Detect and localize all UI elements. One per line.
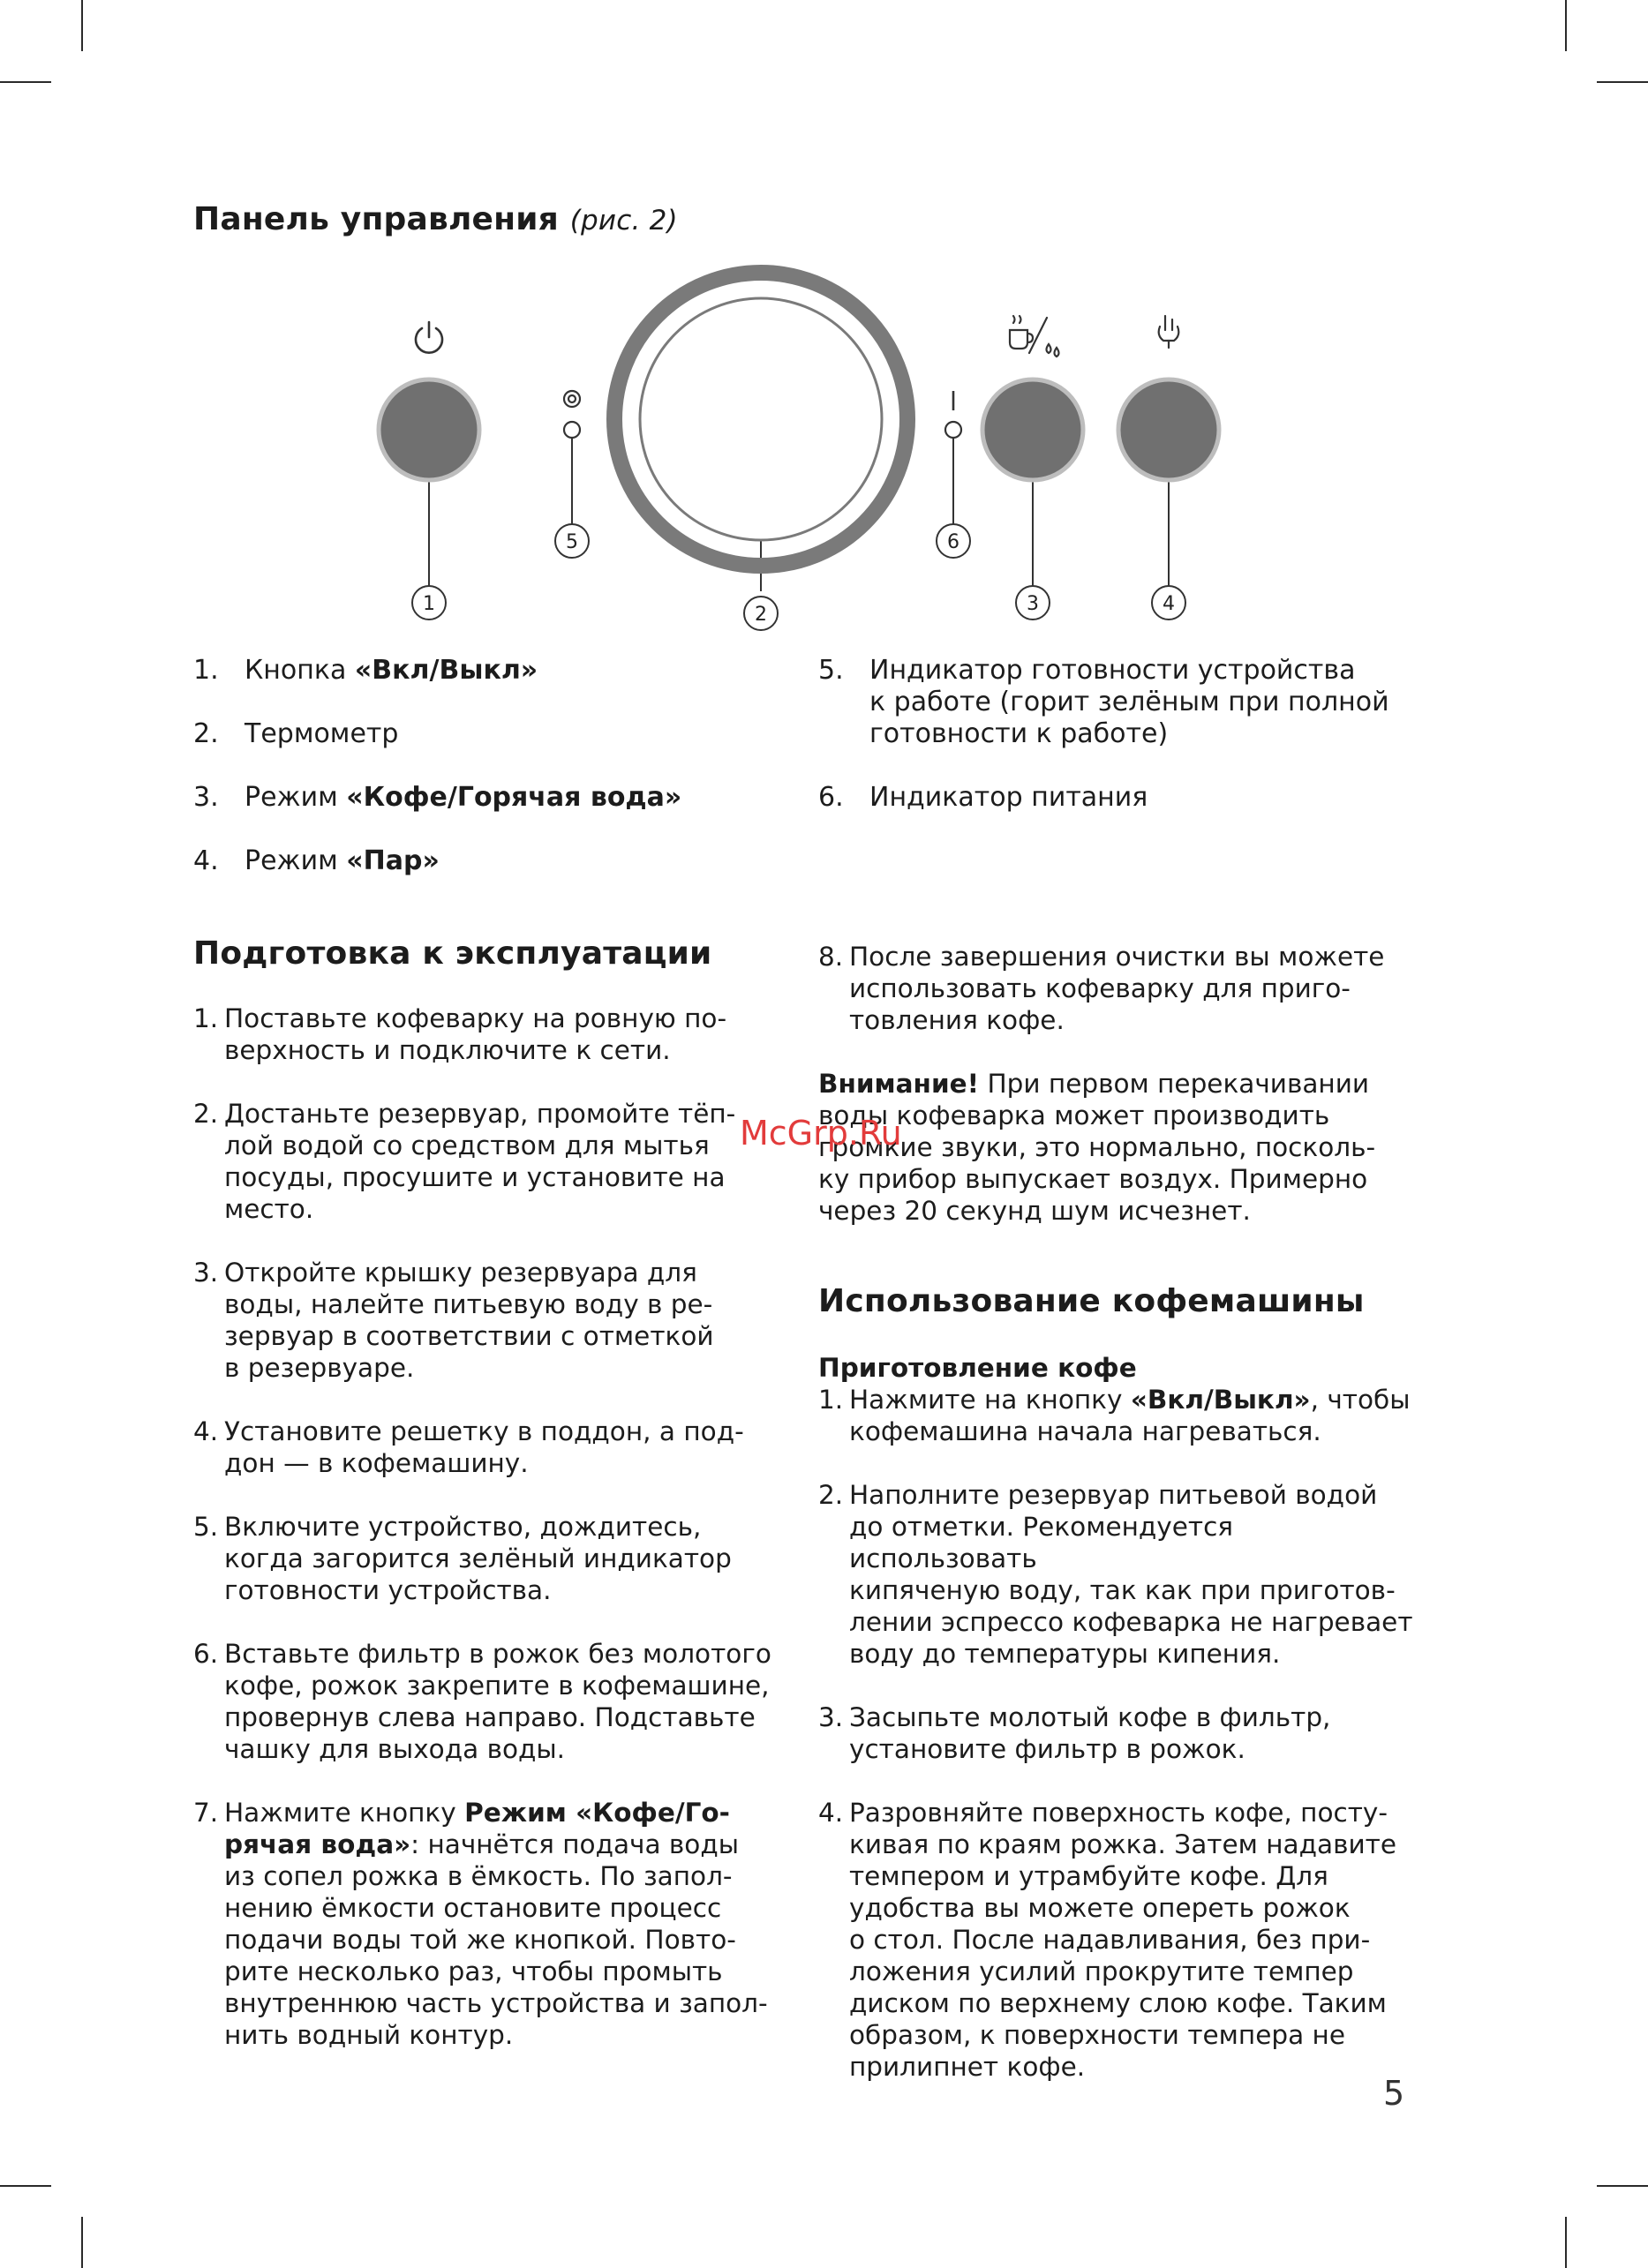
diagram-legend — [193, 655, 1429, 884]
right-column-usage — [818, 1352, 1427, 2083]
crop-mark — [81, 0, 83, 51]
legend-text: Термометр — [245, 718, 399, 749]
ready-indicator-icon — [564, 391, 580, 407]
list-item: 4. Установите решетку в поддон, а под- дон — в кофемашину. — [193, 1416, 744, 1478]
warning-label: Внимание! — [818, 1069, 980, 1099]
list-item: 7. Нажмите кнопку Режим «Кофе/Го- рячая вода»: начнётся подача воды из сопел рожка в ёмкость. По запол- нению ёмкости остановите процесс подачи воды той же кнопкой. Повто- рите несколько раз, чтобы промыть внутреннюю часть устройства и запол- нить водный контур. — [193, 1798, 768, 2050]
crop-mark — [1565, 0, 1567, 51]
list-item: 8. После завершения очистки вы можете использовать кофеварку для приго- товления кофе. — [818, 942, 1385, 1035]
crop-mark — [1597, 81, 1648, 83]
list-item: 1. Поставьте кофеварку на ровную по- верхность и подключите к сети. — [193, 1003, 727, 1065]
list-item: 2. Наполните резервуар питьевой водой до отметки. Рекомендуется использовать кипяченую воду, так как при приготов- лении эспрессо кофеварка не нагревает воду до температуры кипения. — [818, 1480, 1413, 1669]
legend-text: Индикатор готовности устройства к работе (горит зелёным при полной готовности к работе) — [869, 655, 1389, 749]
power-button — [379, 379, 479, 480]
legend-item — [818, 782, 1148, 814]
power-icon — [416, 322, 442, 353]
legend-text: Кнопка «Вкл/Выкл» — [245, 655, 538, 686]
steam-button — [1118, 379, 1219, 480]
crop-mark — [81, 2217, 83, 2268]
legend-item — [818, 655, 1389, 750]
page-number: 5 — [1383, 2074, 1405, 2113]
section-title-preparation: Подготовка к эксплуатации — [193, 935, 712, 972]
preparation-list — [193, 1003, 794, 2051]
list-item: 6. Вставьте фильтр в рожок без молотого кофе, рожок закрепите в кофемашине, провернув слева направо. Подставьте чашку для выхода воды. — [193, 1639, 771, 1764]
right-column-top — [818, 941, 1427, 1227]
callout-2: 2 — [755, 604, 767, 626]
section-title-control-panel — [193, 201, 678, 237]
crop-mark — [0, 2185, 51, 2187]
list-item: 4. Разровняйте поверхность кофе, посту- кивая по краям рожка. Затем надавите темпером и утрамбуйте кофе. Для удобства вы можете опереть рожок о стол. После надавливания, без при- ложения усилий прокрутите темпер диском по верхнему слою кофе. Таким образом, к поверхности темпера не прилипнет кофе. — [818, 1798, 1396, 2082]
crop-mark — [0, 81, 51, 83]
legend-number: 3. — [193, 782, 219, 813]
subsection-title: Приготовление кофе — [818, 1353, 1137, 1383]
list-item: 1. Нажмите на кнопку «Вкл/Выкл», чтобы кофемашина начала нагреваться. — [818, 1385, 1411, 1446]
legend-number: 2. — [193, 718, 219, 749]
figure-ref: (рис. 2) — [569, 205, 678, 237]
legend-text: Режим «Кофе/Горячая вода» — [245, 782, 682, 813]
section-title-usage: Использование кофемашины — [818, 1283, 1365, 1319]
legend-item — [193, 845, 440, 877]
coffee-water-icon — [1010, 316, 1059, 357]
legend-item — [193, 782, 681, 814]
coffee-hot-water-button — [982, 379, 1083, 480]
warning-note: Внимание! При первом перекачивании воды кофеварка может производить громкие звуки, это нормально, посколь- ку прибор выпускает воздух. Примерно через 20 секунд шум исчезнет. — [818, 1069, 1376, 1226]
callout-5: 5 — [566, 531, 578, 553]
watermark: McGrp.Ru — [740, 1114, 902, 1153]
list-item: 3. Засыпьте молотый кофе в фильтр, установите фильтр в рожок. — [818, 1702, 1331, 1764]
power-indicator-led — [945, 422, 961, 438]
callout-1: 1 — [423, 593, 435, 615]
legend-text: Индикатор питания — [869, 782, 1148, 813]
list-item: 5. Включите устройство, дождитесь, когда загорится зелёный индикатор готовности устройства. — [193, 1512, 732, 1605]
crop-mark — [1565, 2217, 1567, 2268]
callout-3: 3 — [1027, 593, 1039, 615]
control-panel-diagram — [335, 265, 1262, 653]
legend-number: 1. — [193, 655, 219, 686]
legend-number: 4. — [193, 845, 219, 876]
legend-number: 5. — [818, 655, 844, 686]
title-text: Панель управления — [193, 201, 559, 237]
steam-icon — [1159, 316, 1179, 348]
callout-6: 6 — [947, 531, 959, 553]
ready-indicator-led — [564, 422, 580, 438]
legend-number: 6. — [818, 782, 844, 813]
list-item: 2. Достаньте резервуар, промойте тёп- лой водой со средством для мытья посуды, просушите и установите на место. — [193, 1099, 736, 1224]
legend-item — [193, 655, 538, 687]
legend-text: Режим «Пар» — [245, 845, 440, 876]
list-item: 3. Откройте крышку резервуара для воды, налейте питьевую воду в ре- зервуар в соответствии с отметкой в резервуаре. — [193, 1258, 714, 1383]
crop-mark — [1597, 2185, 1648, 2187]
callout-4: 4 — [1163, 593, 1175, 615]
legend-item — [193, 718, 398, 750]
thermometer-dial — [640, 298, 882, 540]
